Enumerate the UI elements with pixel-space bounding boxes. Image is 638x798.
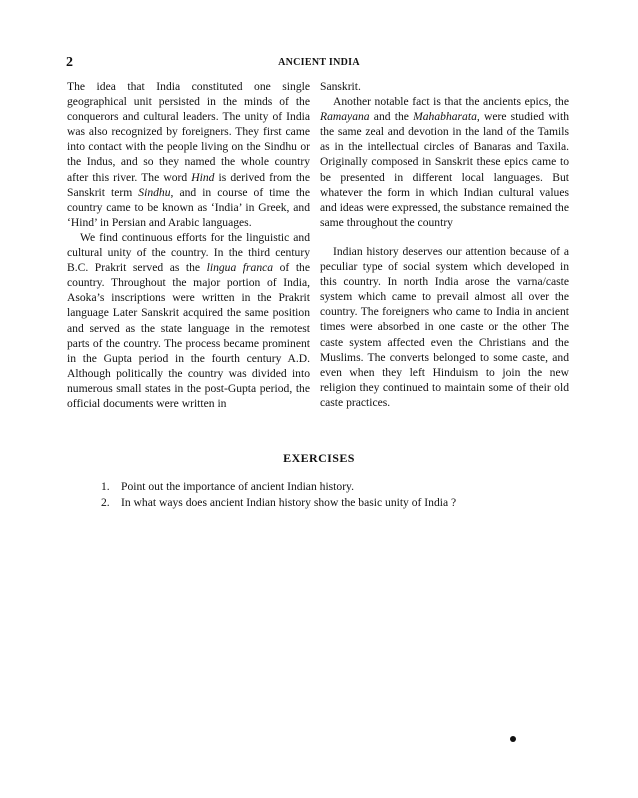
exercise-text: In what ways does ancient Indian history show the basic unity of India ? (121, 495, 457, 509)
paragraph-continuation: Sanskrit. (320, 80, 361, 93)
exercise-number: 2. (101, 495, 110, 509)
left-column (67, 79, 310, 411)
exercises-title: EXERCISES (283, 451, 355, 465)
page-number: 2 (66, 55, 73, 70)
bullet-dot-icon (510, 736, 516, 742)
exercise-number: 1. (101, 480, 110, 493)
exercise-text: Point out the importance of ancient Indian history. (121, 480, 355, 493)
paragraph-linguistic: We find continuous efforts for the linguistic and cultural unity of the country. In the third century B.C. Prakrit served as the lingua franca of the country. Throughout the major portion of India, Asoka’s inscriptions were written in the Prakrit language Later Sanskrit acquired the same position and served as the state language in the remotest parts of the country. The process became prominent in the Gupta period in the fourth century A.D. Although politically the country was divided into numerous small states in the post-Gupta period, the official documents were written in (67, 230, 310, 410)
running-head: ANCIENT INDIA (278, 57, 360, 68)
exercise-list (101, 479, 571, 510)
list-item (101, 479, 571, 495)
paragraph-caste: Indian history deserves our attention because of a peculiar type of social system which developed in this country. In north India arose the varna/caste system which came to prevail almost all over the country. The foreigners who came to India in ancient times were absorbed in one caste or the other The caste system affected even the Christians and the Muslims. The converts belonged to some caste, and even when they left Hinduism to join the new religion they continued to maintain some of their old caste practices. (320, 244, 569, 409)
paragraph-unity: The idea that India constituted one single geographical unit persisted in the minds of the conquerors and cultural leaders. The unity of India was also recognized by foreigners. They first came into contact with the people living on the Sindhu or the Indus, and so they named the whole country after this river. The word Hind is derived from the Sanskrit term Sindhu, and in course of time the country came to be known as ‘India’ in Greek, and ‘Hind’ in Persian and Arabic languages. (67, 80, 310, 229)
list-item (101, 495, 571, 511)
paragraph-epics: Another notable fact is that the ancients epics, the Ramayana and the Mahabharata, were studied with the same zeal and devotion in the land of the Tamils as in the intellectual circles of Banaras and Taxila. Originally composed in Sanskrit these epics came to be presented in different local languages. But whatever the form in which Indian cultural values and ideas were expressed, the substance remained the same throughout the country (320, 95, 569, 229)
right-column (320, 79, 569, 410)
